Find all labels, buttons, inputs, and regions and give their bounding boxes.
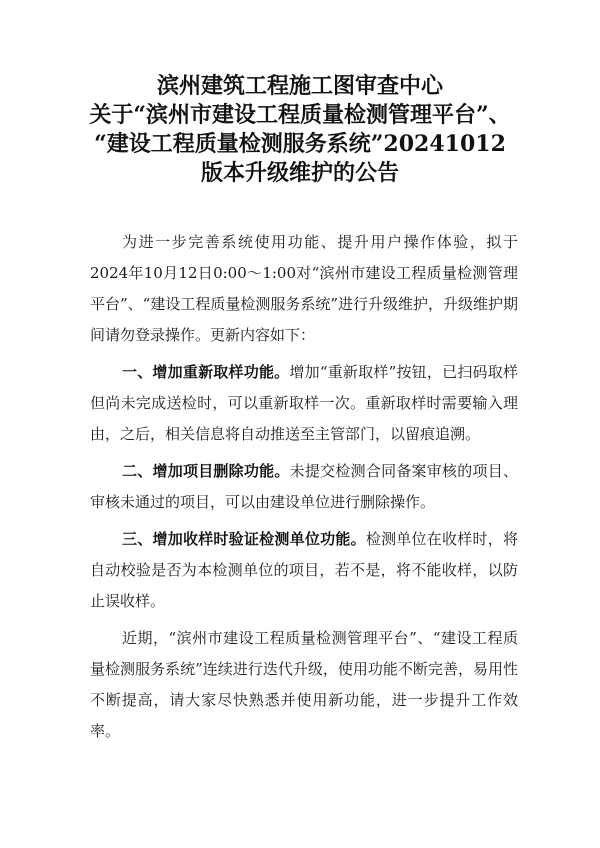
update-item-1-heading: 一、增加重新取样功能。 (122, 363, 290, 381)
update-item-2-heading: 二、增加项目删除功能。 (122, 462, 290, 480)
title-line-3: “建设工程质量检测服务系统”20241012 (94, 131, 506, 157)
closing-paragraph: 近期，“滨州市建设工程质量检测管理平台”、“建设工程质量检测服务系统”连续进行迭代升级，使用功能不断完善，易用性不断提高，请大家尽快熟悉并使用新功能，进一步提升工作效率。 (90, 629, 518, 740)
update-item-3-heading: 三、增加收样时验证检测单位功能。 (122, 530, 366, 548)
update-item-3 (90, 524, 518, 617)
title-line-1: 滨州建筑工程施工图审查中心 (156, 73, 443, 99)
update-item-1-text: 增加“重新取样”按钮，已扫码取样但尚未完成送检时，可以重新取样一次。重新取样时需要输入理由，之后，相关信息将自动推送至主管部门，以留痕追溯。 (90, 363, 518, 443)
update-item-1 (90, 357, 518, 450)
document-body (90, 227, 518, 753)
update-item-2 (90, 456, 518, 518)
document-title (40, 72, 560, 188)
intro-paragraph: 为进一步完善系统使用功能、提升用户操作体验，拟于2024年10月12日0:00～1:00对“滨州市建设工程质量检测管理平台”、“建设工程质量检测服务系统”进行升级维护，升级维护期间请勿登录操作。更新内容如下： (90, 233, 519, 344)
title-line-2: 关于“滨州市建设工程质量检测管理平台”、 (89, 102, 511, 128)
title-line-4: 版本升级维护的公告 (200, 160, 399, 186)
update-item-2-text: 未提交检测合同备案审核的项目、审核未通过的项目，可以由建设单位进行删除操作。 (90, 462, 518, 511)
update-item-3-text: 检测单位在收样时，将自动校验是否为本检测单位的项目，若不是，将不能收样，以防止误收样。 (90, 530, 518, 610)
